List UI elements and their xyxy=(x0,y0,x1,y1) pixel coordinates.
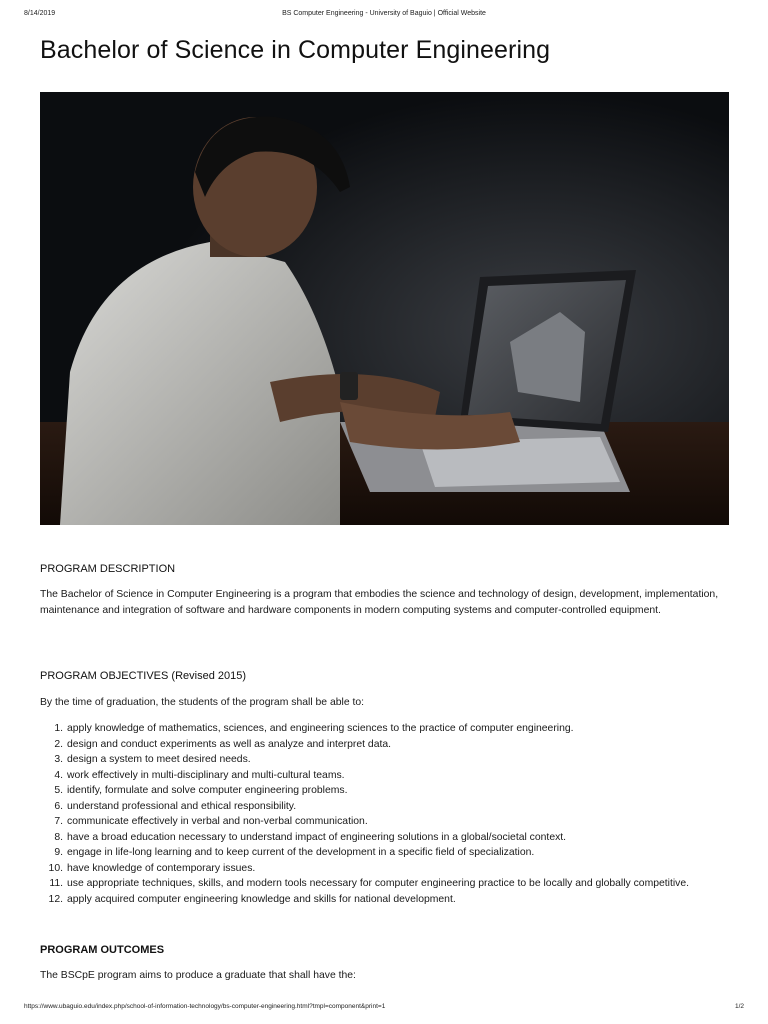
program-outcomes-heading: PROGRAM OUTCOMES xyxy=(40,944,165,956)
list-item: 7. communicate effectively in verbal and non-verbal communication. xyxy=(54,816,368,827)
list-item: 11. use appropriate techniques, skills, and modern tools necessary for computer engineering practice to be locally and globally competitive. xyxy=(49,878,690,889)
hero-illustration xyxy=(40,92,729,525)
list-item: 5. identify, formulate and solve computer engineering problems. xyxy=(54,785,348,796)
program-objectives-list xyxy=(40,721,740,907)
program-objectives-intro: By the time of graduation, the students of the program shall be able to: xyxy=(40,697,365,708)
page-url: https://www.ubaguio.edu/index.php/school-of-information-technology/bs-computer-engineering.html?tmpl=component&print=1 xyxy=(24,1003,386,1010)
hero-photo-student-at-laptop xyxy=(40,92,729,525)
print-header xyxy=(0,10,768,22)
list-item: 8. have a broad education necessary to understand impact of engineering solutions in a global/societal context. xyxy=(54,831,567,843)
list-item: 10. have knowledge of contemporary issues. xyxy=(48,862,256,874)
list-item: 1. apply knowledge of mathematics, sciences, and engineering sciences to the practice of computer engineering. xyxy=(54,723,574,734)
page-number: 1/2 xyxy=(734,1003,744,1010)
print-date: 8/14/2019 xyxy=(24,10,56,17)
list-item: 4. work effectively in multi-disciplinary and multi-cultural teams. xyxy=(54,769,345,781)
list-item: 9. engage in life-long learning and to keep current of the development in a specific field of specialization. xyxy=(54,847,535,858)
print-page-title: BS Computer Engineering - University of Baguio | Official Website xyxy=(282,10,486,17)
program-description-heading: PROGRAM DESCRIPTION xyxy=(40,563,176,575)
program-description-text: The Bachelor of Science in Computer Engineering is a program that embodies the science and technology of design, development, implementation, maintenance and integration of software and hardware components in modern computing systems and computer-controlled equipment. xyxy=(40,589,719,616)
list-item: 3. design a system to meet desired needs. xyxy=(54,754,251,765)
list-item: 2. design and conduct experiments as well as analyze and interpret data. xyxy=(54,738,392,750)
page-title: Bachelor of Science in Computer Engineering xyxy=(40,36,551,64)
list-item: 6. understand professional and ethical responsibility. xyxy=(54,800,297,812)
program-outcomes-intro: The BSCpE program aims to produce a graduate that shall have the: xyxy=(40,970,356,981)
program-objectives-heading: PROGRAM OBJECTIVES (Revised 2015) xyxy=(40,670,247,682)
list-item: 12. apply acquired computer engineering knowledge and skills for national development. xyxy=(48,893,456,905)
